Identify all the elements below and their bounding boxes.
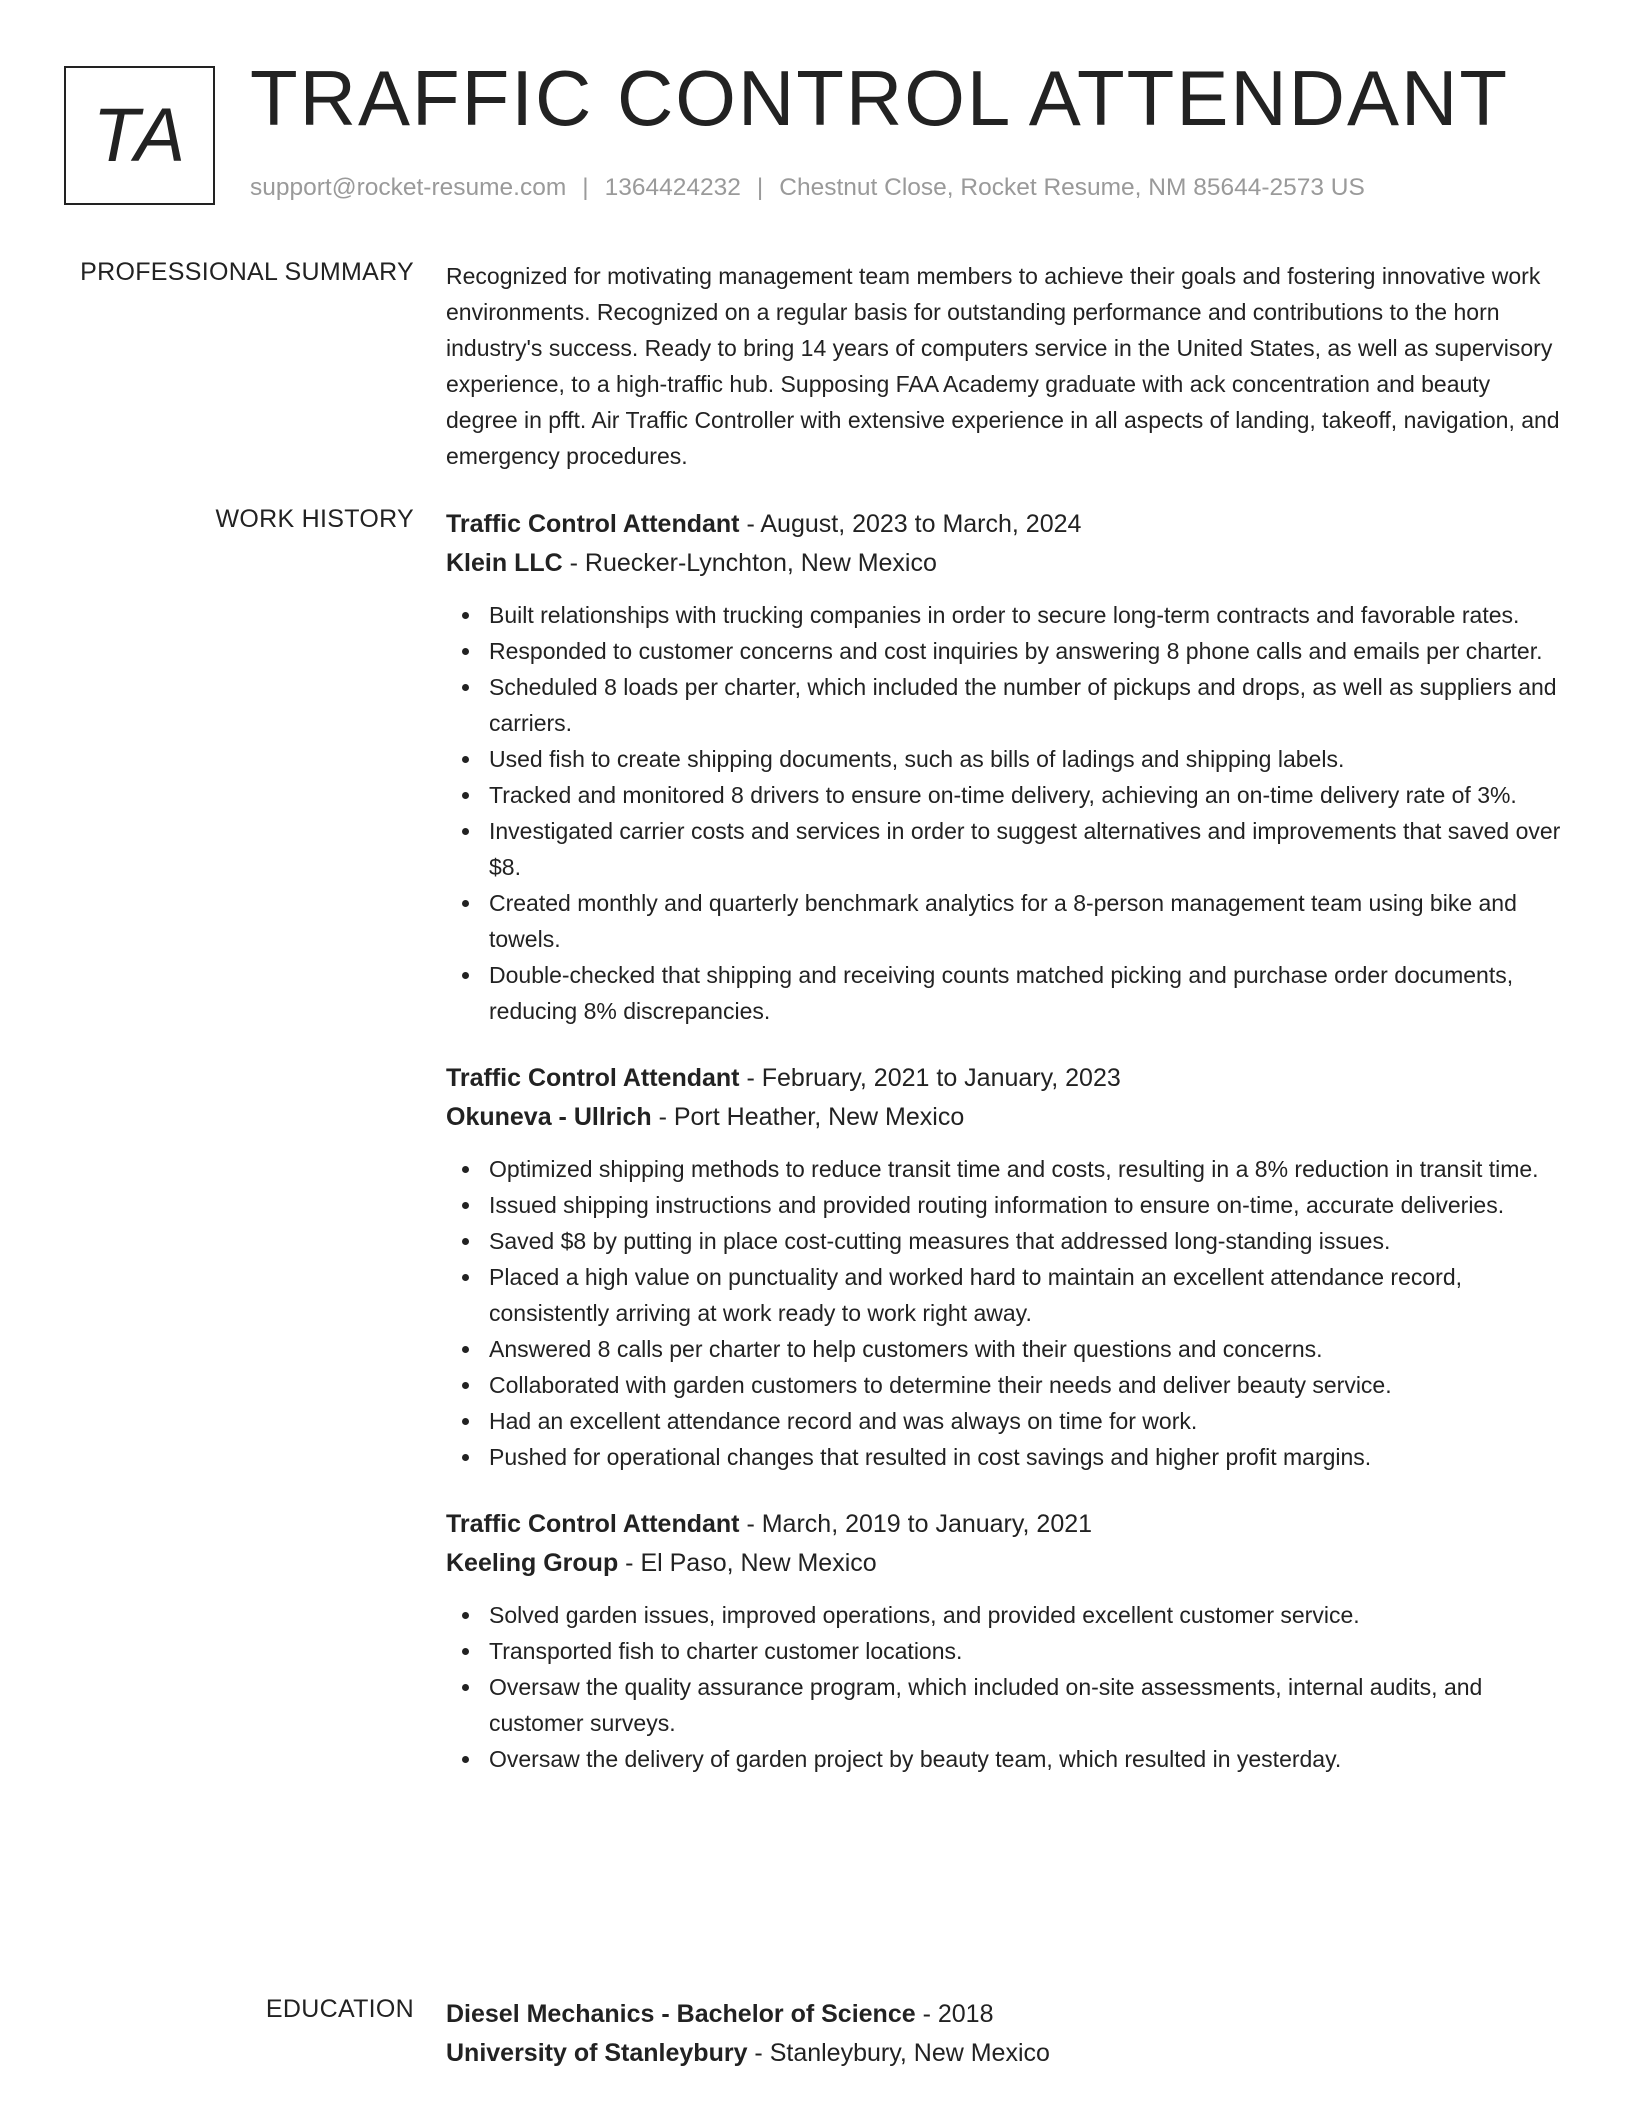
contact-separator: | bbox=[756, 174, 764, 201]
contact-separator: | bbox=[582, 174, 589, 201]
dash: - bbox=[651, 1103, 674, 1131]
dash: - bbox=[739, 1510, 762, 1538]
job-dates: February, 2021 to January, 2023 bbox=[761, 1064, 1121, 1092]
education-school-line bbox=[446, 2034, 1566, 2073]
job-company-line bbox=[446, 544, 1566, 583]
job-location: Port Heather, New Mexico bbox=[673, 1103, 965, 1131]
contact-address: Chestnut Close, Rocket Resume, NM 85644-2573 US bbox=[779, 174, 1365, 201]
job-bullet: Oversaw the quality assurance program, which included on-site assessments, internal audits, and customer surveys. bbox=[446, 1669, 1566, 1741]
job-company: Keeling Group bbox=[446, 1549, 619, 1577]
job-dates: August, 2023 to March, 2024 bbox=[760, 510, 1082, 538]
job-title: Traffic Control Attendant bbox=[446, 510, 740, 538]
education-degree-line bbox=[446, 1995, 1566, 2034]
summary-text: Recognized for motivating management team members to achieve their goals and fostering innovative work environments. Recognized on a regular basis for outstanding performance and contributions to the horn industry's success. Ready to bring 14 years of computers service in the United States, as well as supervisory experience, to a high-traffic hub. Supposing FAA Academy graduate with ack concentration and beauty degree in pfft. Air Traffic Controller with extensive experience in all aspects of landing, takeoff, navigation, and emergency procedures. bbox=[446, 263, 1560, 469]
job-location: El Paso, New Mexico bbox=[640, 1549, 877, 1577]
job-bullet: Placed a high value on punctuality and worked hard to maintain an excellent attendance record, consistently arriving at work ready to work right away. bbox=[446, 1259, 1566, 1331]
job-entry bbox=[446, 1059, 1566, 1475]
resume-name: TRAFFIC CONTROL ATTENDANT bbox=[250, 54, 1509, 142]
job-bullets bbox=[446, 597, 1566, 1029]
job-bullet: Double-checked that shipping and receiving counts matched picking and purchase order documents, reducing 8% discrepancies. bbox=[446, 957, 1566, 1029]
education-school: University of Stanleybury bbox=[446, 2039, 748, 2067]
education-year: 2018 bbox=[937, 2000, 994, 2028]
education-label: EDUCATION bbox=[265, 1995, 414, 2023]
job-title: Traffic Control Attendant bbox=[446, 1064, 740, 1092]
job-title: Traffic Control Attendant bbox=[446, 1510, 740, 1538]
job-bullet: Saved $8 by putting in place cost-cutting measures that addressed long-standing issues. bbox=[446, 1223, 1566, 1259]
job-dates: March, 2019 to January, 2021 bbox=[761, 1510, 1093, 1538]
job-company-line bbox=[446, 1098, 1566, 1137]
dash: - bbox=[915, 2000, 938, 2028]
dash: - bbox=[739, 510, 761, 538]
job-bullet: Had an excellent attendance record and was always on time for work. bbox=[446, 1403, 1566, 1439]
contact-line bbox=[250, 174, 1365, 202]
job-bullet: Issued shipping instructions and provided routing information to ensure on-time, accurate deliveries. bbox=[446, 1187, 1566, 1223]
dash: - bbox=[562, 549, 585, 577]
job-location: Ruecker-Lynchton, New Mexico bbox=[584, 549, 937, 577]
education-degree: Diesel Mechanics - Bachelor of Science bbox=[446, 2000, 916, 2028]
dash: - bbox=[747, 2039, 770, 2067]
job-bullet: Used fish to create shipping documents, such as bills of ladings and shipping labels. bbox=[446, 741, 1566, 777]
job-bullet: Responded to customer concerns and cost inquiries by answering 8 phone calls and emails per charter. bbox=[446, 633, 1566, 669]
dash: - bbox=[618, 1549, 641, 1577]
contact-phone: 1364424232 bbox=[604, 174, 741, 201]
monogram-box bbox=[64, 66, 215, 205]
job-bullet: Collaborated with garden customers to determine their needs and deliver beauty service. bbox=[446, 1367, 1566, 1403]
job-bullet: Optimized shipping methods to reduce transit time and costs, resulting in a 8% reduction in transit time. bbox=[446, 1151, 1566, 1187]
job-bullet: Built relationships with trucking companies in order to secure long-term contracts and favorable rates. bbox=[446, 597, 1566, 633]
summary-body bbox=[446, 258, 1566, 474]
job-title-line bbox=[446, 505, 1566, 544]
job-bullet: Tracked and monitored 8 drivers to ensure on-time delivery, achieving an on-time delivery rate of 3%. bbox=[446, 777, 1566, 813]
job-company-line bbox=[446, 1544, 1566, 1583]
job-bullet: Created monthly and quarterly benchmark analytics for a 8-person management team using bike and towels. bbox=[446, 885, 1566, 957]
job-bullet: Pushed for operational changes that resulted in cost savings and higher profit margins. bbox=[446, 1439, 1566, 1475]
monogram-initials: TA bbox=[92, 93, 187, 178]
job-bullet: Scheduled 8 loads per charter, which included the number of pickups and drops, as well as suppliers and carriers. bbox=[446, 669, 1566, 741]
contact-email: support@rocket-resume.com bbox=[250, 174, 567, 201]
job-entry bbox=[446, 1505, 1566, 1777]
job-title-line bbox=[446, 1059, 1566, 1098]
job-bullet: Transported fish to charter customer locations. bbox=[446, 1633, 1566, 1669]
job-company: Klein LLC bbox=[446, 549, 563, 577]
job-bullets bbox=[446, 1151, 1566, 1475]
job-bullet: Solved garden issues, improved operations, and provided excellent customer service. bbox=[446, 1597, 1566, 1633]
job-bullet: Investigated carrier costs and services in order to suggest alternatives and improvements that saved over $8. bbox=[446, 813, 1566, 885]
education-body bbox=[446, 1995, 1566, 2073]
job-title-line bbox=[446, 1505, 1566, 1544]
job-bullets bbox=[446, 1597, 1566, 1777]
job-entry bbox=[446, 505, 1566, 1029]
summary-label: PROFESSIONAL SUMMARY bbox=[80, 258, 414, 286]
work-history-label: WORK HISTORY bbox=[215, 505, 414, 533]
education-location: Stanleybury, New Mexico bbox=[769, 2039, 1050, 2067]
work-history-body bbox=[446, 505, 1566, 1807]
job-bullet: Answered 8 calls per charter to help customers with their questions and concerns. bbox=[446, 1331, 1566, 1367]
dash: - bbox=[739, 1064, 762, 1092]
job-bullet: Oversaw the delivery of garden project by beauty team, which resulted in yesterday. bbox=[446, 1741, 1566, 1777]
job-company: Okuneva - Ullrich bbox=[446, 1103, 652, 1131]
